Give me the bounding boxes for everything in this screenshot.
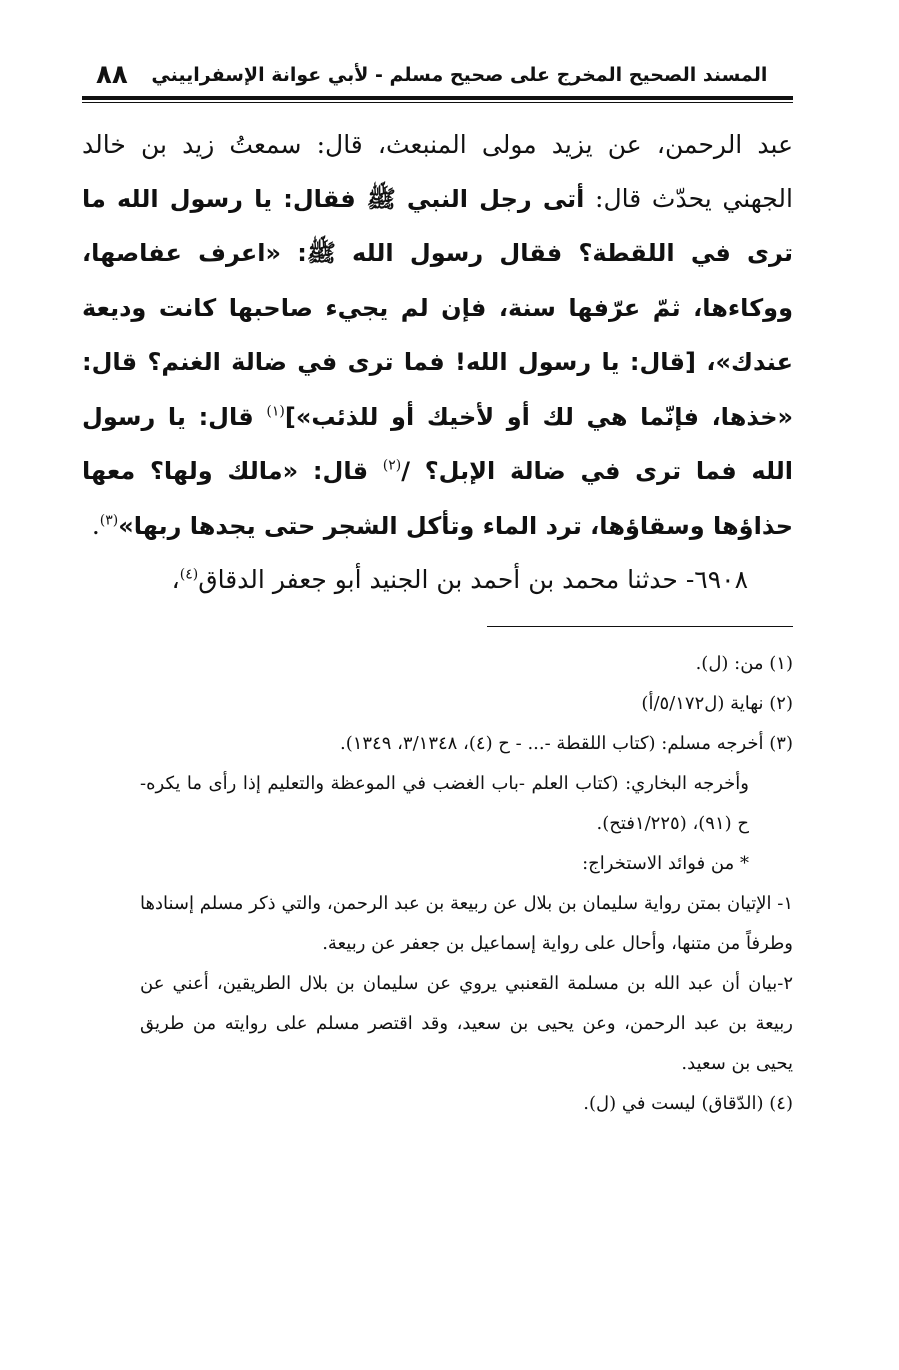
hadith-intro: عبد الرحمن، عن يزيد مولى المنبعث، قال: سمعتُ زيد بن خالد الجهني يحدّث قال: — [82, 130, 793, 213]
hadith-matn-3: قال: «مالك ولها؟ معها حذاؤها وسقاؤها، ترد الماء وتأكل الشجر حتى يجدها ربها» — [82, 457, 793, 540]
hadith-6908-start — [82, 553, 793, 607]
footnote-ref-2: (٢) — [382, 457, 402, 474]
hadith-paragraph — [82, 118, 793, 553]
hadith-matn-1: أتى رجل النبي ﷺ فقال: يا رسول الله ما ترى في اللقطة؟ فقال رسول الله ﷺ: «اعرف عفاصها، ووكاءها، ثمّ عرّفها سنة، فإن لم يجيء صاحبها كانت وديعة عندك»، [قال: يا رسول الله! فما ترى في ضالة الغنم؟ قال: «خذها، فإنّما هي لك أو لأخيك أو للذئب»] — [82, 184, 793, 431]
header-rule-thick — [82, 96, 793, 100]
hadith-6908-text: ٦٩٠٨- حدثنا محمد بن أحمد بن الجنيد أبو جعفر الدقاق — [198, 565, 748, 594]
footnote-ref-4: (٤) — [179, 566, 199, 583]
footnote-3-benefit-2: ٢-بيان أن عبد الله بن مسلمة القعنبي يروي عن سليمان بن بلال الطريقين، أعني عن ربيعة بن عبد الرحمن، وعن يحيى بن سعيد، وقد اقتصر مسلم على روايته من طريق يحيى بن سعيد. — [140, 973, 793, 1074]
page-number: ٨٨ — [96, 60, 128, 90]
main-text — [82, 118, 793, 607]
footnote-2: (٢) نهاية (ل٥/١٧٢/أ) — [641, 693, 793, 714]
footnote-separator — [487, 626, 793, 627]
running-title: المسند الصحيح المخرج على صحيح مسلم - لأبي عوانة الإسفراييني — [151, 64, 768, 86]
footnote-3-benefit-1: ١- الإتيان بمتن رواية سليمان بن بلال عن ربيعة بن عبد الرحمن، والتي ذكر مسلم إسنادها وطرفاً من متنها، وأحال على رواية إسماعيل بن جعفر عن ربيعة. — [140, 893, 793, 954]
footnote-4: (٤) (الدّقاق) ليست في (ل). — [583, 1093, 793, 1114]
footnote-3-benefits-title: * من فوائد الاستخراج: — [582, 853, 749, 874]
hadith-matn-2: قال: يا رسول الله فما ترى في ضالة الإبل؟ / — [82, 402, 793, 485]
hadith-end: . — [91, 510, 100, 540]
footnotes — [140, 644, 793, 1124]
footnote-3: (٣) أخرجه مسلم: (كتاب اللقطة -... - ح (٤)، ٣/١٣٤٨، ١٣٤٩). — [339, 733, 793, 754]
footnote-3-bukhari: وأخرجه البخاري: (كتاب العلم -باب الغضب في الموعظة والتعليم إذا رأى ما يكره- ح (٩١)، (١/٢٢٥فتح). — [140, 773, 749, 834]
page-header — [82, 55, 791, 95]
footnote-ref-1: (١) — [266, 403, 285, 420]
footnote-ref-3: (٣) — [99, 512, 119, 529]
footnote-1: (١) من: (ل). — [695, 653, 793, 674]
hadith-6908-end: ، — [171, 565, 180, 594]
header-rule-thin — [82, 102, 793, 103]
